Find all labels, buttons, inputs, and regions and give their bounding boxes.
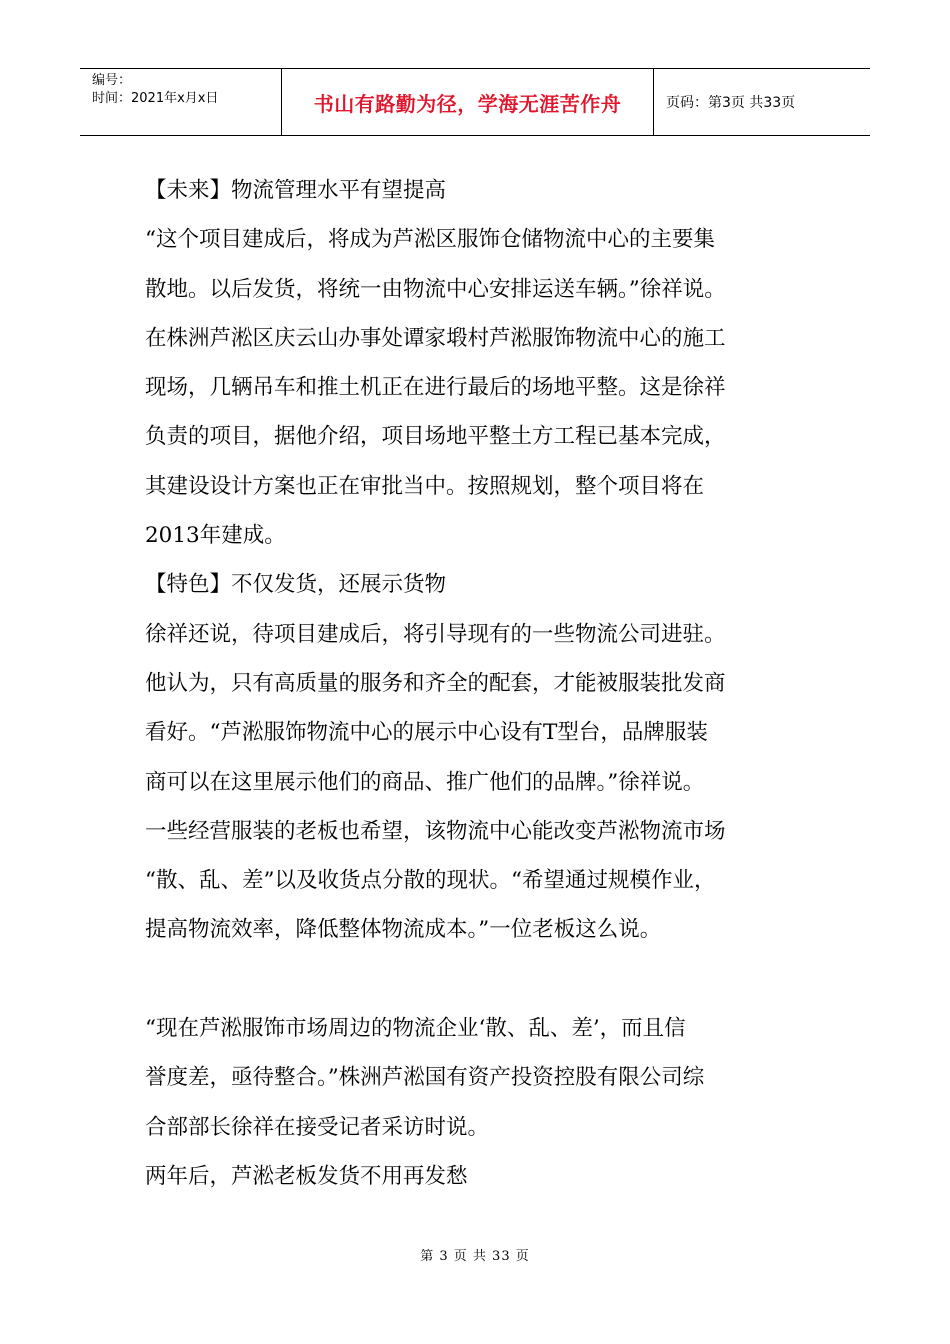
document-time-label: 时间：2021年x月x日 (92, 91, 219, 106)
document-number-label: 编号： (92, 73, 132, 88)
text-line: “这个项目建成后，将成为芦淞区服饰仓储物流中心的主要集 (145, 227, 715, 253)
text-line: “现在芦淞服饰市场周边的物流企业‘散、乱、差’，而且信 (145, 1016, 686, 1042)
header-meta-cell (80, 69, 282, 135)
text-line: 徐祥还说，待项目建成后，将引导现有的一些物流公司进驻。 (145, 621, 726, 647)
text-line: 2013年建成。 (145, 523, 286, 549)
footer-page-number: 第 3 页 共 33 页 (420, 1249, 530, 1264)
article-body (145, 166, 825, 1201)
text-line: 负责的项目，据他介绍，项目场地平整土方工程已基本完成， (145, 424, 726, 450)
page-footer (0, 1245, 950, 1264)
text-line: 【未来】物流管理水平有望提高 (145, 178, 447, 203)
text-line: 其建设设计方案也正在审批当中。按照规划，整个项目将在 (145, 473, 705, 499)
blank-line (145, 955, 825, 1004)
text-line: 商可以在这里展示他们的商品、推广他们的品牌。”徐祥说。 (145, 769, 705, 795)
text-line: 在株洲芦淞区庆云山办事处谭家塅村芦淞服饰物流中心的施工 (145, 325, 726, 351)
text-line: 一些经营服装的老板也希望，该物流中心能改变芦淞物流市场 (145, 818, 726, 844)
text-line: 合部部长徐祥在接受记者采访时说。 (145, 1114, 490, 1140)
text-line: 他认为，只有高质量的服务和齐全的配套，才能被服装批发商 (145, 670, 726, 696)
text-line: 【特色】不仅发货，还展示货物 (145, 572, 447, 598)
text-line: 看好。“芦淞服饰物流中心的展示中心设有T型台，品牌服装 (145, 720, 708, 746)
page-header (80, 68, 870, 136)
header-motto: 书山有路勤为径，学海无涯苦作舟 (313, 91, 622, 116)
text-line: 提高物流效率，降低整体物流成本。”一位老板这么说。 (145, 917, 662, 943)
text-line: “散、乱、差”以及收货点分散的现状。“希望通过规模作业， (145, 868, 716, 894)
text-line: 两年后，芦淞老板发货不用再发愁 (145, 1163, 468, 1189)
text-line: 散地。以后发货，将统一由物流中心安排运送车辆。”徐祥说。 (145, 276, 726, 302)
header-page-code: 页码：第3页 共33页 (666, 95, 796, 111)
text-line: 现场，几辆吊车和推土机正在进行最后的场地平整。这是徐祥 (145, 375, 726, 401)
header-motto-cell (282, 69, 654, 135)
text-line: 誉度差，亟待整合。”株洲芦淞国有资产投资控股有限公司综 (145, 1065, 705, 1091)
header-page-cell (654, 69, 870, 135)
